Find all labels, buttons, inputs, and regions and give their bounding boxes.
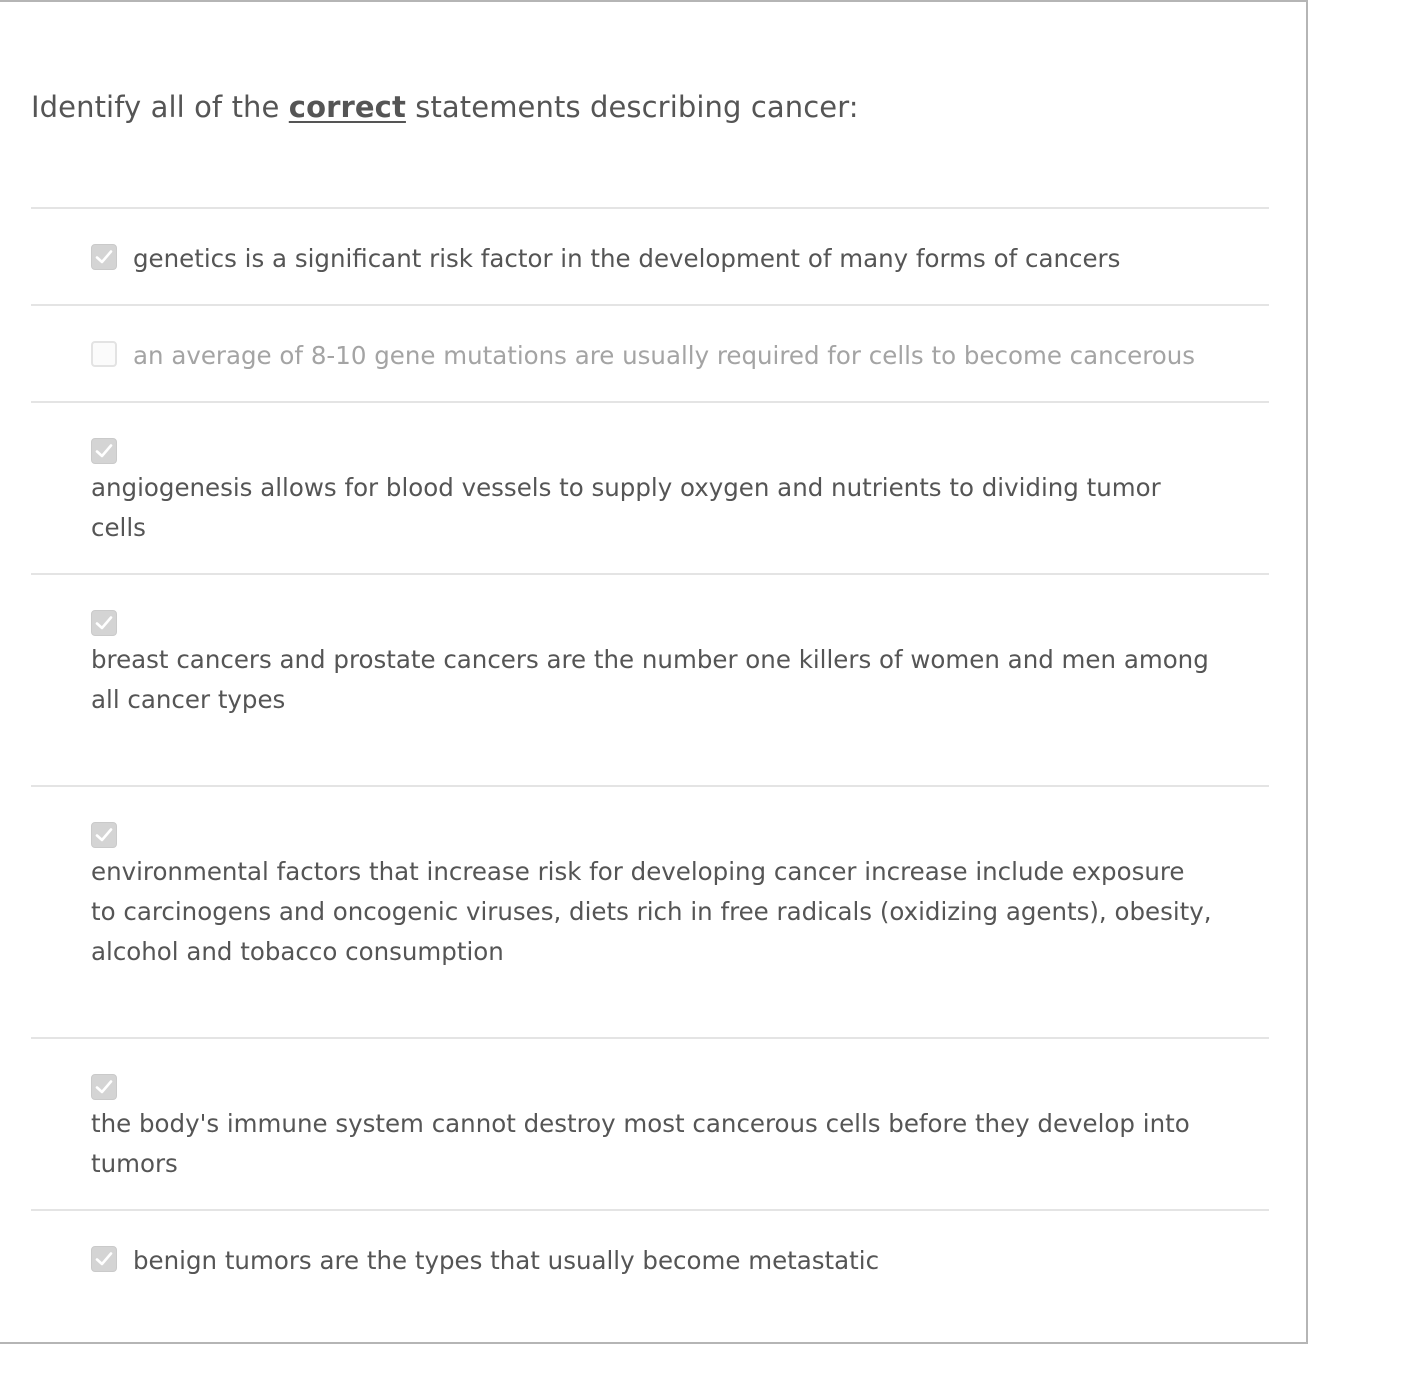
divider bbox=[31, 785, 1269, 787]
option-3-checkbox[interactable] bbox=[91, 438, 117, 464]
option-6-checkbox[interactable] bbox=[91, 1074, 117, 1100]
option-5-checkbox[interactable] bbox=[91, 822, 117, 848]
option-4-checkbox[interactable] bbox=[91, 610, 117, 636]
checkmark-icon bbox=[94, 1077, 114, 1097]
checkmark-icon bbox=[94, 1249, 114, 1269]
question-prompt bbox=[31, 90, 859, 124]
option-5-label[interactable]: environmental factors that increase risk for developing cancer increase include exposure to carcinogens and oncogenic viruses, diets rich in free radicals (oxidizing agents), obesity, alcohol and tobacco consumption bbox=[91, 857, 1212, 966]
divider bbox=[31, 573, 1269, 575]
option-4-label[interactable]: breast cancers and prostate cancers are the number one killers of women and men among all cancer types bbox=[91, 645, 1209, 714]
option-1-label[interactable]: genetics is a significant risk factor in the development of many forms of cancers bbox=[133, 244, 1121, 273]
divider bbox=[31, 401, 1269, 403]
checkmark-icon bbox=[94, 247, 114, 267]
question-prefix: Identify all of the bbox=[31, 90, 289, 124]
option-3-label[interactable]: angiogenesis allows for blood vessels to supply oxygen and nutrients to dividing tumor cells bbox=[91, 473, 1161, 542]
divider bbox=[31, 1037, 1269, 1039]
divider bbox=[31, 207, 1269, 209]
checkmark-icon bbox=[94, 825, 114, 845]
checkmark-icon bbox=[94, 613, 114, 633]
divider bbox=[31, 1209, 1269, 1211]
option-1-checkbox[interactable] bbox=[91, 244, 117, 270]
option-7-checkbox[interactable] bbox=[91, 1246, 117, 1272]
question-suffix: statements describing cancer: bbox=[405, 90, 859, 124]
checkmark-icon bbox=[94, 441, 114, 461]
divider bbox=[31, 304, 1269, 306]
option-2-checkbox[interactable] bbox=[91, 341, 117, 367]
option-7-label[interactable]: benign tumors are the types that usually become metastatic bbox=[133, 1246, 880, 1275]
option-2-label[interactable]: an average of 8-10 gene mutations are usually required for cells to become cancerous bbox=[133, 341, 1196, 370]
option-6-label[interactable]: the body's immune system cannot destroy most cancerous cells before they develop into tumors bbox=[91, 1109, 1190, 1178]
question-emphasis: correct bbox=[288, 90, 406, 124]
